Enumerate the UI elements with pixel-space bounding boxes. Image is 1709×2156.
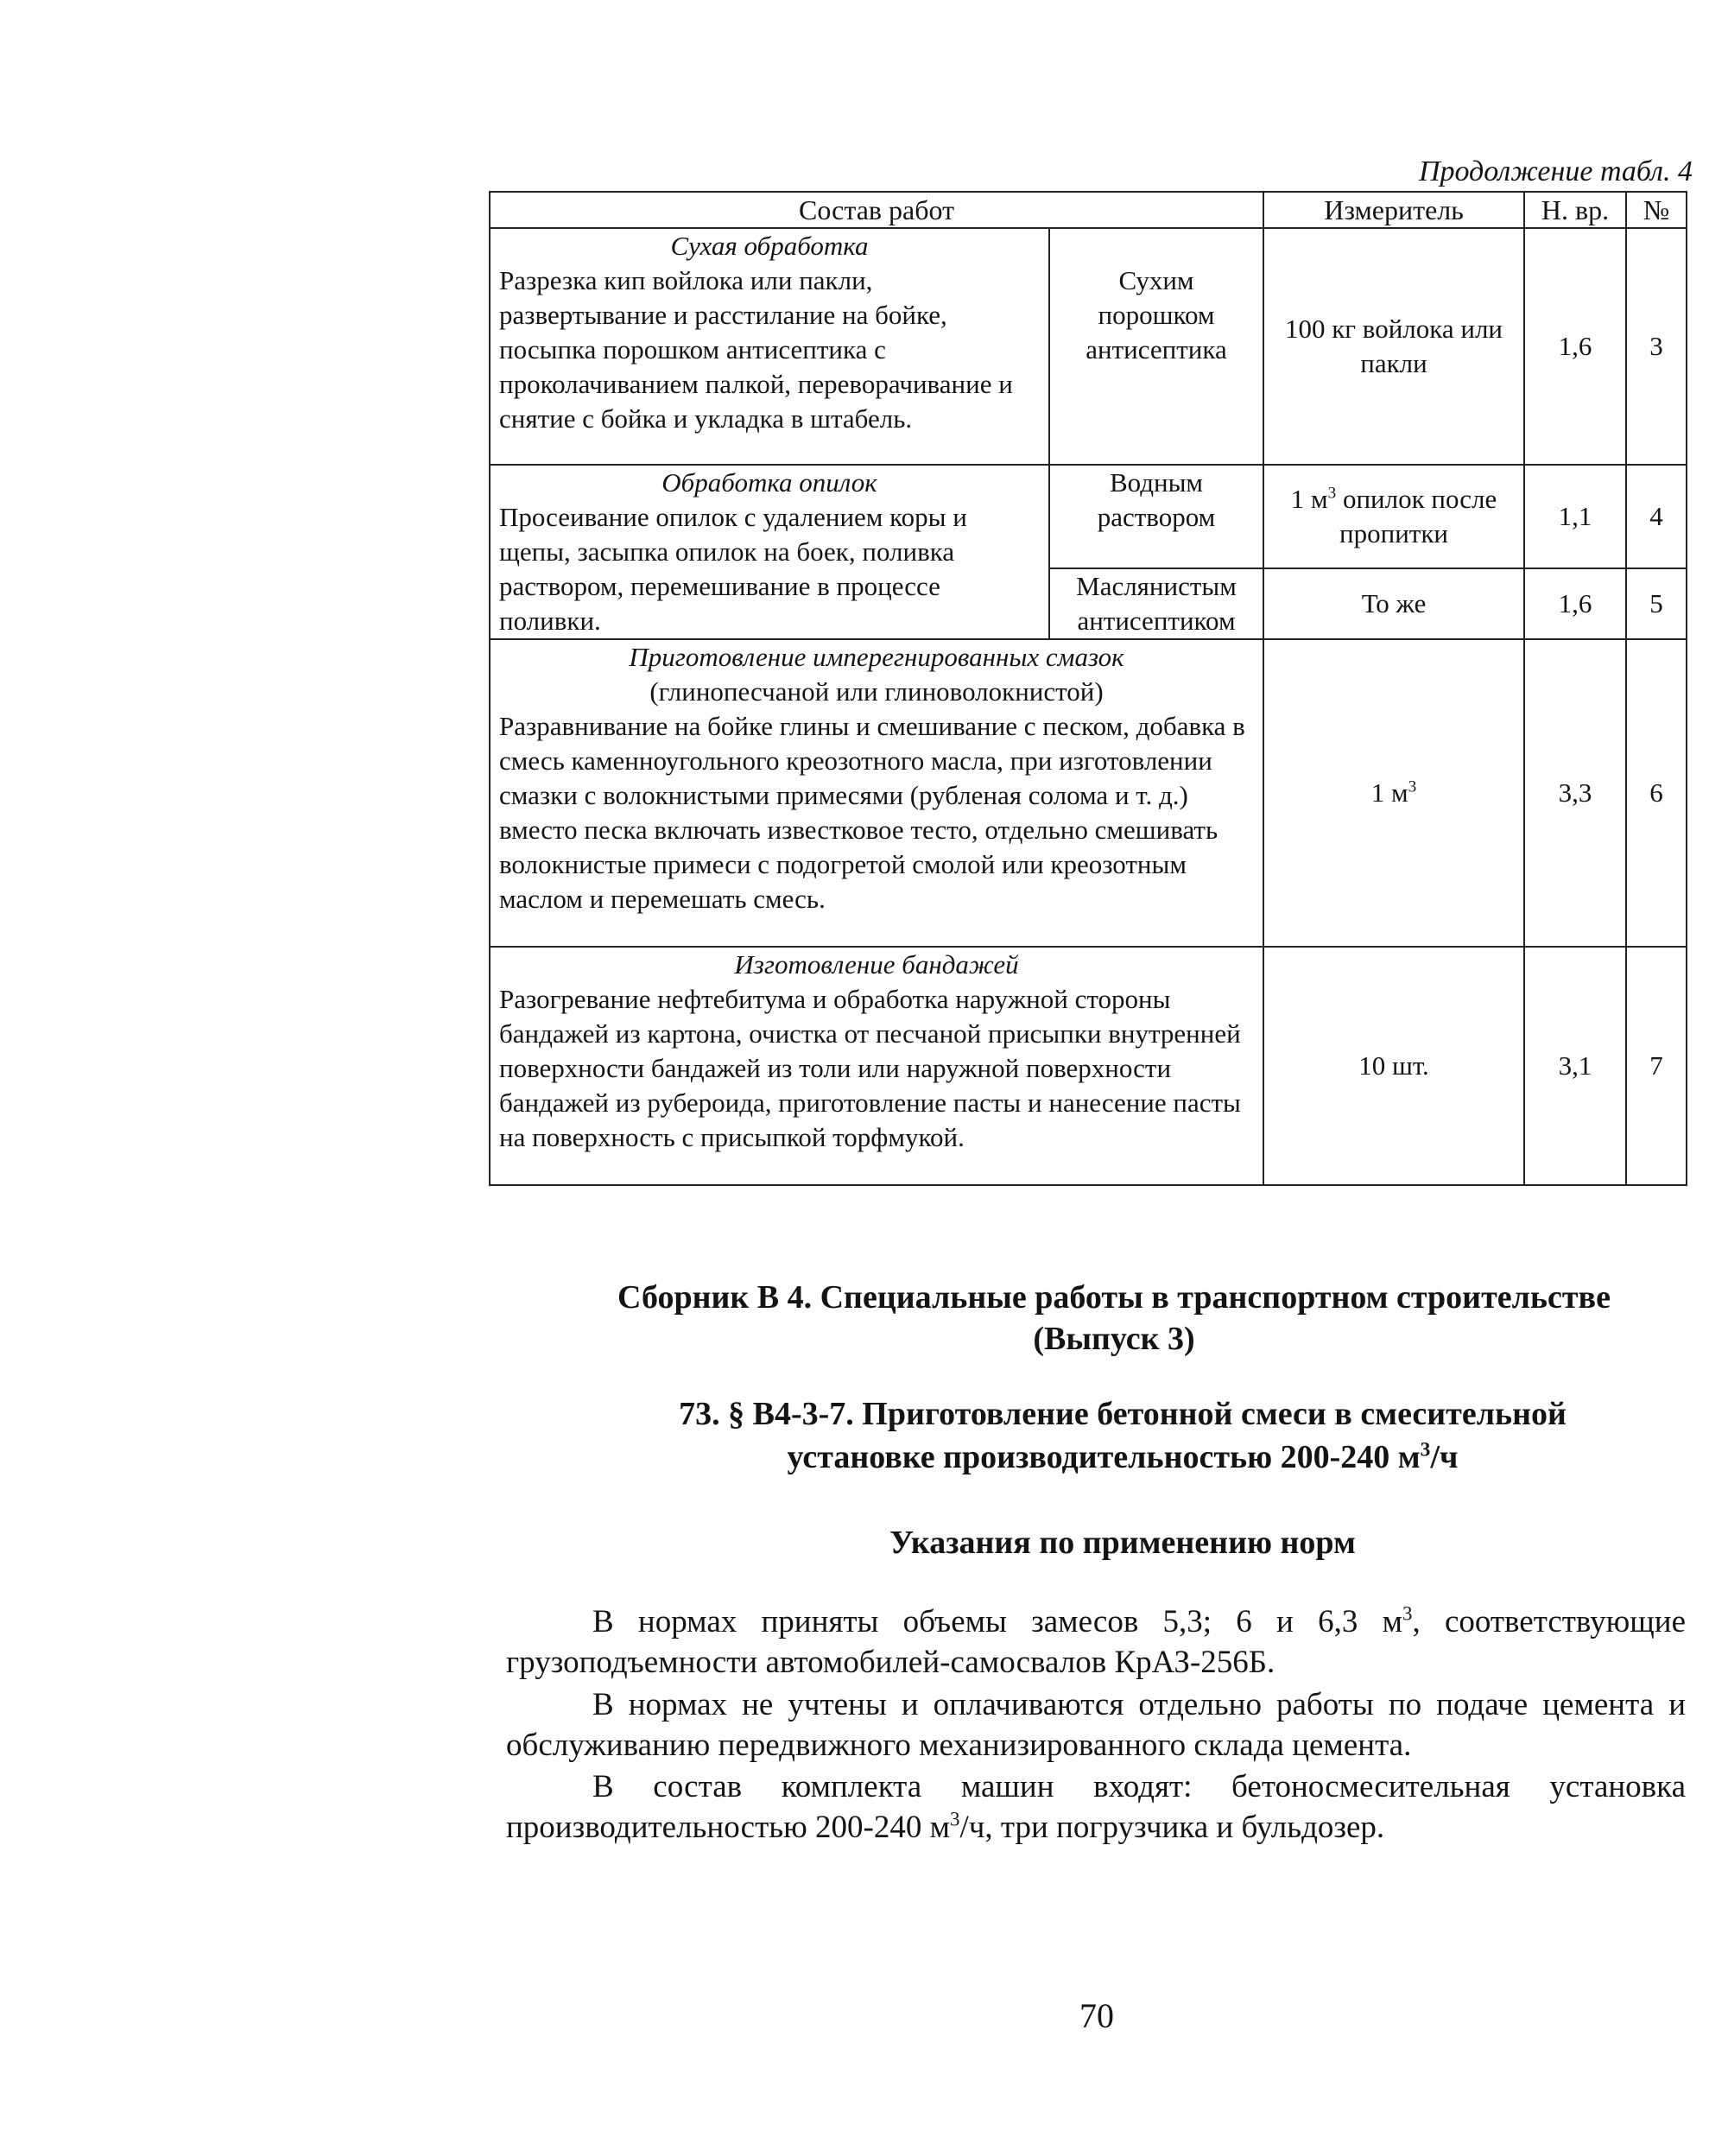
section-title: Обработка опилок [661,467,877,498]
norm-cell: 1,6 [1524,568,1626,639]
paragraph-equipment [506,1766,1686,1848]
unit-cell [1263,465,1524,568]
table-continuation-label: Продолжение табл. 4 [1418,155,1693,187]
norm-cell: 3,1 [1524,947,1626,1185]
table-row [490,639,1687,947]
work-norms-table [489,191,1687,1186]
section-heading-tail: /ч [1430,1439,1459,1475]
section-title: Приготовление имперегнированных смазок [629,642,1124,672]
norm-cell: 1,1 [1524,465,1626,568]
paragraph-text-tail: /ч, три погрузчика и бульдозер. [959,1810,1385,1845]
work-description [490,228,1049,465]
paragraph-superscript: 3 [1402,1602,1413,1625]
section-heading-line2 [604,1436,1641,1479]
method-cell: Маслянистым антисептиком [1049,568,1263,639]
paragraph-volumes [506,1601,1686,1683]
method-cell: Сухим порошком антисептика [1049,228,1263,465]
collection-heading [553,1277,1675,1360]
description-text: Разогревание нефтебитума и обработка наружной стороны бандажей из картона, очистка от песчаной присыпки внутренней поверхности бандажей из толи или наружной поверхности бандажей из рубероида, приготовление пасты и нанесение пасты на поверхность с присыпкой торфмукой. [499,984,1241,1152]
unit-superscript: 3 [1327,484,1337,503]
unit-text-tail: опилок после пропитки [1336,484,1497,549]
work-description [490,465,1049,639]
section-heading [604,1392,1641,1479]
table-row [490,228,1687,465]
page-number: 70 [1079,1996,1114,2035]
work-description [490,947,1263,1185]
paragraph-exclusions: В нормах не учтены и оплачиваются отдельно работы по подаче цемента и обслуживанию передвижного механизированного склада цемента. [506,1687,1686,1763]
unit-text: 1 м [1290,484,1328,514]
header-norm: Н. вр. [1524,192,1626,228]
section-heading-line1: 73. § В4-3-7. Приготовление бетонной смеси в смесительной [679,1396,1567,1432]
paragraph-text: В нормах приняты объемы замесов 5,3; 6 и 6,3 м [592,1604,1402,1639]
description-text: Просеивание опилок с удалением коры и щепы, засыпка опилок на боек, поливка раствором, перемешивание в процессе поливки. [499,502,967,636]
paragraph-text-tail: , соответствующие грузоподъемности автомобилей-самосвалов КрАЗ-256Б. [506,1604,1686,1680]
header-unit: Измеритель [1263,192,1524,228]
number-cell: 7 [1626,947,1687,1185]
paragraph-superscript: 3 [950,1808,960,1830]
unit-cell [1263,639,1524,947]
section-subtitle: (глинопесчаной или глиноволокнистой) [649,676,1104,707]
section-heading-text: установке производительностью 200-240 м [787,1439,1421,1475]
norm-cell: 1,6 [1524,228,1626,465]
method-cell: Водным раствором [1049,465,1263,568]
header-work: Состав работ [490,192,1263,228]
number-cell: 4 [1626,465,1687,568]
norm-cell: 3,3 [1524,639,1626,947]
table-row [490,947,1687,1185]
header-number: № [1626,192,1687,228]
work-description [490,639,1263,947]
section-title: Изготовление бандажей [734,949,1019,980]
number-cell: 5 [1626,568,1687,639]
paragraph-text: В состав комплекта машин входят: бетоносмесительная установка производительностью 200-240 м [506,1769,1686,1845]
unit-cell: 100 кг войлока или пакли [1263,228,1524,465]
number-cell: 6 [1626,639,1687,947]
description-text: Разравнивание на бойке глины и смешивание с песком, добавка в смесь каменноугольного креозотного масла, при изготовлении смазки с волокнистыми примесями (рубленая солома и т. д.) вместо песка включать известковое тесто, отдельно смешивать волокнистые примеси с подогретой смолой или креозотным маслом и перемешать смесь. [499,711,1245,914]
instructions-heading: Указания по применению норм [889,1525,1356,1561]
number-cell: 3 [1626,228,1687,465]
section-title: Сухая обработка [670,231,869,261]
collection-heading-line1: Сборник В 4. Специальные работы в транспортном строительстве [617,1279,1611,1316]
description-text: Разрезка кип войлока или пакли, развертывание и расстилание на бойке, посыпка порошком антисептика с проколачиванием палкой, переворачивание и снятие с бойка и укладка в штабель. [499,265,1013,434]
unit-superscript: 3 [1408,777,1417,796]
collection-heading-line2: (Выпуск 3) [1033,1321,1195,1357]
unit-cell: То же [1263,568,1524,639]
section-heading-superscript: 3 [1420,1438,1431,1462]
unit-text: 1 м [1370,777,1408,808]
table-row [490,465,1687,568]
table-header-row [490,192,1687,228]
unit-cell: 10 шт. [1263,947,1524,1185]
